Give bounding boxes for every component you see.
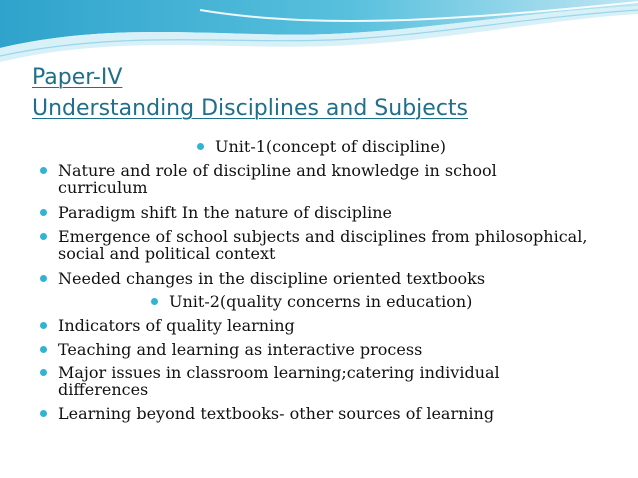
bullet-icon	[40, 275, 47, 282]
bullet-icon	[40, 233, 47, 240]
content-list: Unit-1(concept of discipline) Nature and role of discipline and knowledge in school curriculum Paradigm shift In the nature of discipline Emergence of school subjects and disciplines from philosophical, social and political context Needed changes in the discipline oriented textbooks Unit-2(quality concerns in education) Indicators of quality learning Teaching and learning as interactive process Major issues in classroom learning;catering individual differences Learning beyond textbooks- other sources of learning	[0, 0, 638, 478]
title-line-1: Paper-IV	[32, 65, 123, 90]
bullet-icon	[40, 410, 47, 417]
bullet-icon	[151, 298, 158, 305]
bullet-icon	[40, 369, 47, 376]
title-line-2: Understanding Disciplines and Subjects	[32, 96, 469, 121]
bullet-icon	[40, 209, 47, 216]
bullet-icon	[40, 346, 47, 353]
bullet-icon	[40, 322, 47, 329]
bullet-icon	[40, 167, 47, 174]
bullet-icon	[197, 143, 204, 150]
